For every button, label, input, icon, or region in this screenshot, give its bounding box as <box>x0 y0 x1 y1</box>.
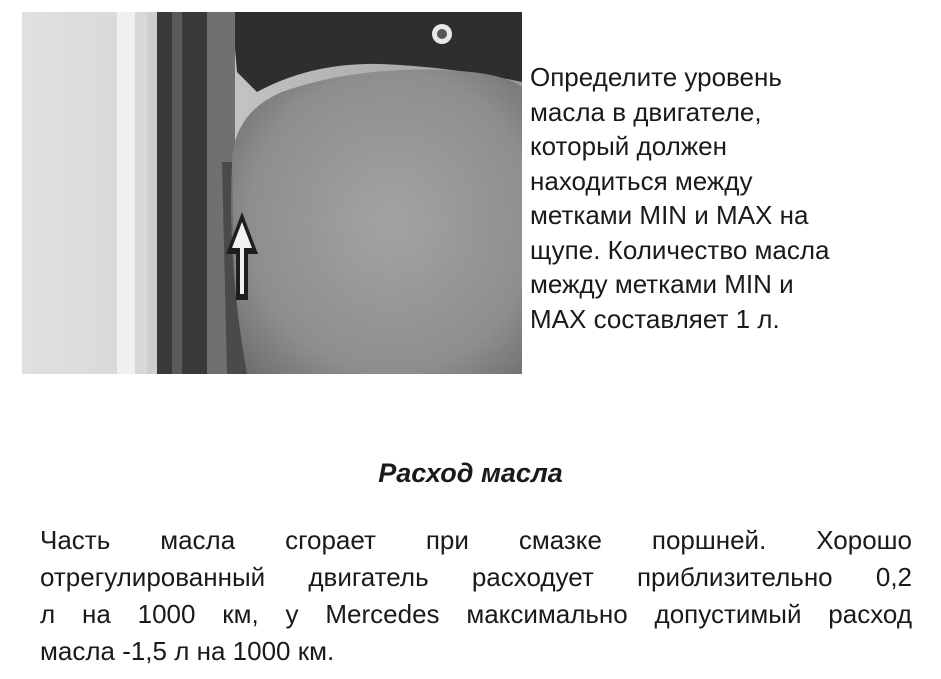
oil-consumption-paragraph <box>40 522 912 670</box>
body-text-line: масла -1,5 л на 1000 км. <box>40 636 335 666</box>
oil-level-instructions <box>530 60 930 336</box>
section-heading: Расход масла <box>378 458 563 488</box>
side-text-line: метками MIN и MAX на <box>530 200 809 230</box>
engine-photo <box>22 12 522 374</box>
side-text-line: между метками MIN и <box>530 269 794 299</box>
body-text-line: Часть масла сгорает при смазке поршней. Хорошо <box>40 525 912 555</box>
body-text-line: л на 1000 км, у Mercedes максимально допустимый расход <box>40 599 912 629</box>
side-text-line: Определите уровень <box>530 62 782 92</box>
side-text-line: находиться между <box>530 165 753 196</box>
side-text-line: масла в двигателе, <box>530 96 762 127</box>
side-text-line: щупе. Количество масла <box>530 234 830 265</box>
body-text-line: отрегулированный двигатель расходует приблизительно 0,2 <box>40 562 912 592</box>
side-text-line: MAX составляет 1 л. <box>530 303 780 334</box>
side-text-line: который должен <box>530 131 727 161</box>
